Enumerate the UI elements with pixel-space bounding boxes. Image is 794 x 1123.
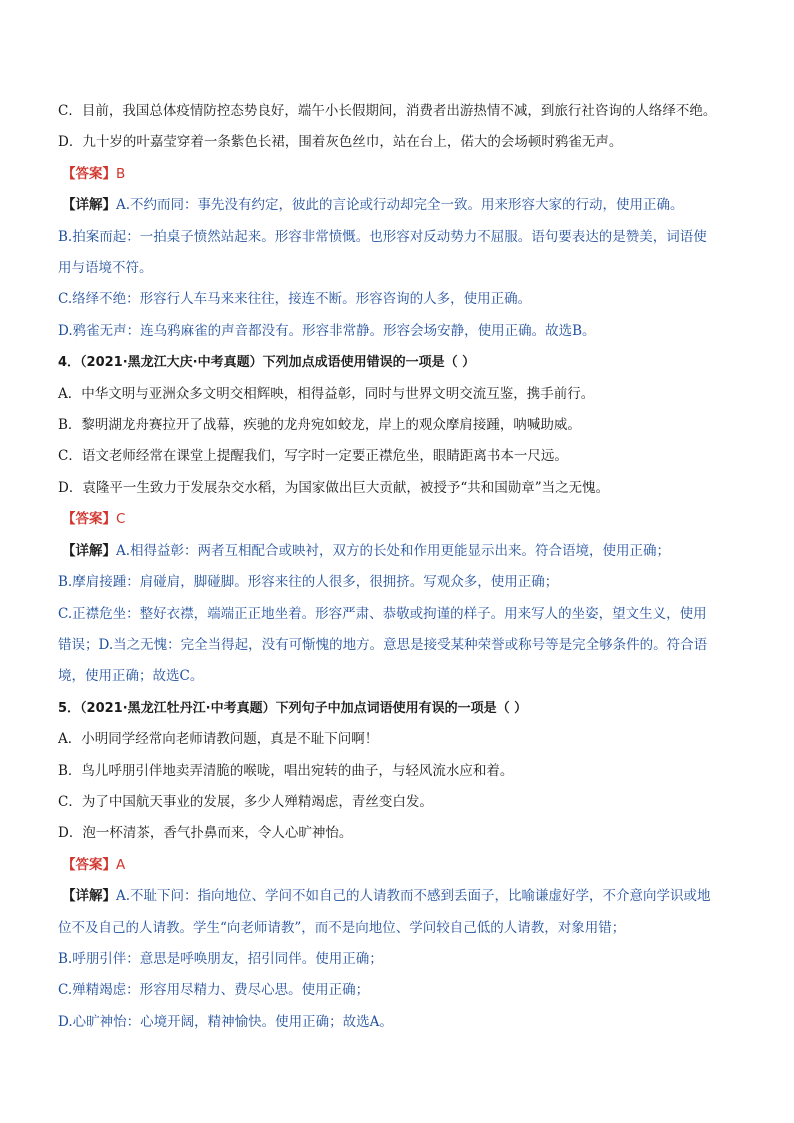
explanation-line	[58, 190, 736, 221]
explanation-text: A.相得益彰：两者互相配合或映衬，双方的长处和作用更能显示出来。符合语境，使用正确；	[116, 542, 671, 559]
answer-tag: 【答案】	[62, 856, 116, 873]
explanation-tag: 【详解】	[62, 888, 116, 905]
explanation-line: D.心旷神怡：心境开阔，精神愉快。使用正确；故选A。	[58, 1013, 393, 1030]
option-line: D．泡一杯清茶，香气扑鼻而来，令人心旷神怡。	[58, 825, 353, 842]
option-line: A．小明同学经常向老师请教问题，真是不耻下问啊！	[58, 731, 379, 748]
answer-line	[58, 850, 736, 881]
explanation-line: B.摩肩接踵：肩碰肩，脚碰脚。形容来往的人很多，很拥挤。写观众多，使用正确；	[58, 574, 559, 591]
explanation-line: 用与语境不符。	[58, 260, 153, 277]
answer-value: B	[116, 165, 126, 182]
question-heading: 5．（2021·黑龙江牡丹江·中考真题）下列句子中加点词语使用有误的一项是（ ）	[58, 700, 528, 716]
answer-line	[58, 504, 736, 535]
explanation-line: 位不及自己的人请教。学生“向老师请教”，而不是向地位、学问较自己低的人请教，对象用错；	[58, 919, 626, 936]
question-heading: 4．（2021·黑龙江大庆·中考真题）下列加点成语使用错误的一项是（ ）	[58, 355, 476, 371]
explanation-line: B.拍案而起：一拍桌子愤然站起来。形容非常愤慨。也形容对反动势力不屈服。语句要表达的是赞美，词语使	[58, 228, 707, 245]
answer-tag: 【答案】	[62, 511, 116, 528]
answer-line	[58, 159, 736, 190]
option-line: D．九十岁的叶嘉莹穿着一条紫色长裙，围着灰色丝巾，站在台上，偌大的会场顿时鸦雀无声。	[58, 134, 623, 151]
option-line: D．袁隆平一生致力于发展杂交水稻，为国家做出巨大贡献，被授予“共和国勋章”当之无愧。	[58, 479, 610, 496]
explanation-line: C.络绎不绝：形容行人车马来来往往，接连不断。形容咨询的人多，使用正确。	[58, 291, 532, 308]
explanation-line: B.呼朋引伴：意思是呼唤朋友，招引同伴。使用正确；	[58, 950, 383, 967]
option-line: B．黎明湖龙舟赛拉开了战幕，疾驰的龙舟宛如蛟龙，岸上的观众摩肩接踵，呐喊助威。	[58, 417, 581, 434]
explanation-line: D.鸦雀无声：连乌鸦麻雀的声音都没有。形容非常静。形容会场安静，使用正确。故选B。	[58, 322, 596, 339]
explanation-line	[58, 536, 736, 567]
explanation-line: 境，使用正确；故选C。	[58, 668, 204, 685]
explanation-text: A.不约而同：事先没有约定，彼此的言论或行动却完全一致。用来形容大家的行动，使用正确。	[116, 197, 684, 214]
option-line: C．为了中国航天事业的发展，多少人殚精竭虑，青丝变白发。	[58, 793, 433, 810]
answer-tag: 【答案】	[62, 165, 116, 182]
explanation-line	[58, 881, 736, 912]
option-line: A．中华文明与亚洲众多文明交相辉映，相得益彰，同时与世界文明交流互鉴，携手前行。	[58, 385, 595, 402]
explanation-line: 错误；D.当之无愧：完全当得起，没有可惭愧的地方。意思是接受某种荣誉或称号等是完全够条件的。符合语	[58, 636, 708, 653]
option-line: C．语文老师经常在课堂上提醒我们，写字时一定要正襟危坐，眼睛距离书本一尺远。	[58, 448, 568, 465]
option-line: B．鸟儿呼朋引伴地卖弄清脆的喉咙，唱出宛转的曲子，与轻风流水应和着。	[58, 762, 514, 779]
explanation-line: C.正襟危坐：整好衣襟，端端正正地坐着。形容严肃、恭敬或拘谨的样子。用来写人的坐姿，望文生义，使用	[58, 605, 707, 622]
explanation-text: A.不耻下问：指向地位、学问不如自己的人请教而不感到丢面子，比喻谦虚好学，不介意向学识或地	[116, 888, 711, 905]
option-line: C．目前，我国总体疫情防控态势良好，端午小长假期间，消费者出游热情不减，到旅行社咨询的人络绎不绝。	[58, 103, 717, 119]
explanation-line: C.殚精竭虑：形容用尽精力、费尽心思。使用正确；	[58, 982, 370, 999]
explanation-tag: 【详解】	[62, 542, 116, 559]
answer-value: A	[116, 856, 126, 873]
answer-value: C	[116, 511, 126, 528]
explanation-tag: 【详解】	[62, 197, 116, 214]
